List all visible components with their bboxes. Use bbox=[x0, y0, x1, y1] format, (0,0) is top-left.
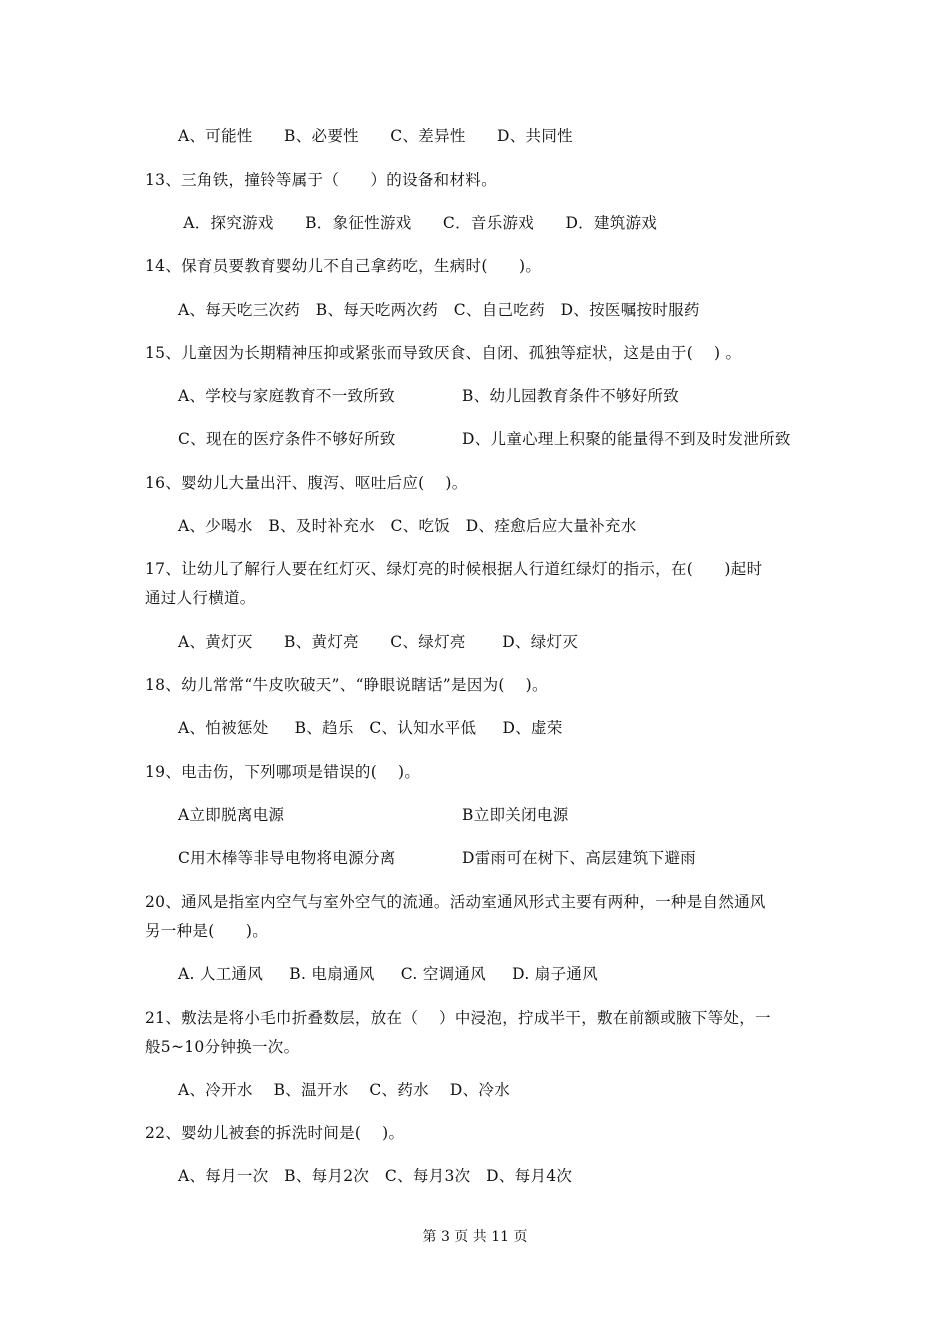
question-17-line-1: 17、让幼儿了解行人要在红灯灭、绿灯亮的时候根据人行道红绿灯的指示，在( )起时 bbox=[145, 560, 763, 578]
question-20-line-1: 20、通风是指室内空气与室外空气的流通。活动室通风形式主要有两种，一种是自然通风 bbox=[145, 893, 766, 911]
q19-option-a: A立即脱离电源 bbox=[178, 806, 285, 824]
q15-option-b: B、幼儿园教育条件不够好所致 bbox=[462, 387, 680, 405]
q19-option-b: B立即关闭电源 bbox=[462, 806, 569, 824]
question-16: 16、婴幼儿大量出汗、腹泻、呕吐后应( )。 bbox=[145, 474, 468, 492]
question-18: 18、幼儿常常“牛皮吹破天”、“睁眼说瞎话”是因为( )。 bbox=[145, 676, 548, 694]
question-19: 19、电击伤，下列哪项是错误的( )。 bbox=[145, 763, 421, 781]
q17-options: A、黄灯灭 B、黄灯亮 C、绿灯亮 D、绿灯灭 bbox=[178, 633, 579, 651]
question-21-line-1: 21、敷法是将小毛巾折叠数层，放在（ ）中浸泡，拧成半干，敷在前额或腋下等处，一 bbox=[145, 1009, 771, 1027]
q15-option-c: C、现在的医疗条件不够好所致 bbox=[178, 430, 396, 448]
question-20-line-2: 另一种是( )。 bbox=[145, 922, 269, 940]
q15-option-a: A、学校与家庭教育不一致所致 bbox=[178, 387, 395, 405]
question-15: 15、儿童因为长期精神压抑或紧张而导致厌食、自闭、孤独等症状，这是由于( ) 。 bbox=[145, 344, 742, 362]
q12-options: A、可能性 B、必要性 C、差异性 D、共同性 bbox=[178, 127, 573, 145]
q13-options: A．探究游戏 B．象征性游戏 C．音乐游戏 D．建筑游戏 bbox=[178, 214, 658, 232]
q16-options: A、少喝水 B、及时补充水 C、吃饭 D、痊愈后应大量补充水 bbox=[178, 517, 637, 535]
question-13: 13、三角铁，撞铃等属于（ ）的设备和材料。 bbox=[145, 171, 497, 189]
question-21-line-2: 般5~10分钟换一次。 bbox=[145, 1038, 300, 1056]
question-22: 22、婴幼儿被套的拆洗时间是( )。 bbox=[145, 1124, 405, 1142]
page-number-footer: 第 3 页 共 11 页 bbox=[422, 1229, 528, 1245]
q14-options: A、每天吃三次药 B、每天吃两次药 C、自己吃药 D、按医嘱按时服药 bbox=[178, 301, 700, 319]
q21-options: A、冷开水 B、温开水 C、药水 D、冷水 bbox=[178, 1081, 510, 1099]
q19-option-c: C用木棒等非导电物将电源分离 bbox=[178, 849, 396, 867]
question-17-line-2: 通过人行横道。 bbox=[145, 589, 256, 607]
q18-options: A、怕被惩处 B、趋乐 C、认知水平低 D、虚荣 bbox=[178, 719, 563, 737]
question-14: 14、保育员要教育婴幼儿不自己拿药吃，生病时( )。 bbox=[145, 257, 542, 275]
q22-options: A、每月一次 B、每月2次 C、每月3次 D、每月4次 bbox=[178, 1167, 573, 1185]
q15-option-d: D、儿童心理上积聚的能量得不到及时发泄所致 bbox=[462, 430, 791, 448]
q19-option-d: D雷雨可在树下、高层建筑下避雨 bbox=[462, 849, 696, 867]
q20-options: A. 人工通风 B. 电扇通风 C. 空调通风 D. 扇子通风 bbox=[178, 965, 598, 983]
